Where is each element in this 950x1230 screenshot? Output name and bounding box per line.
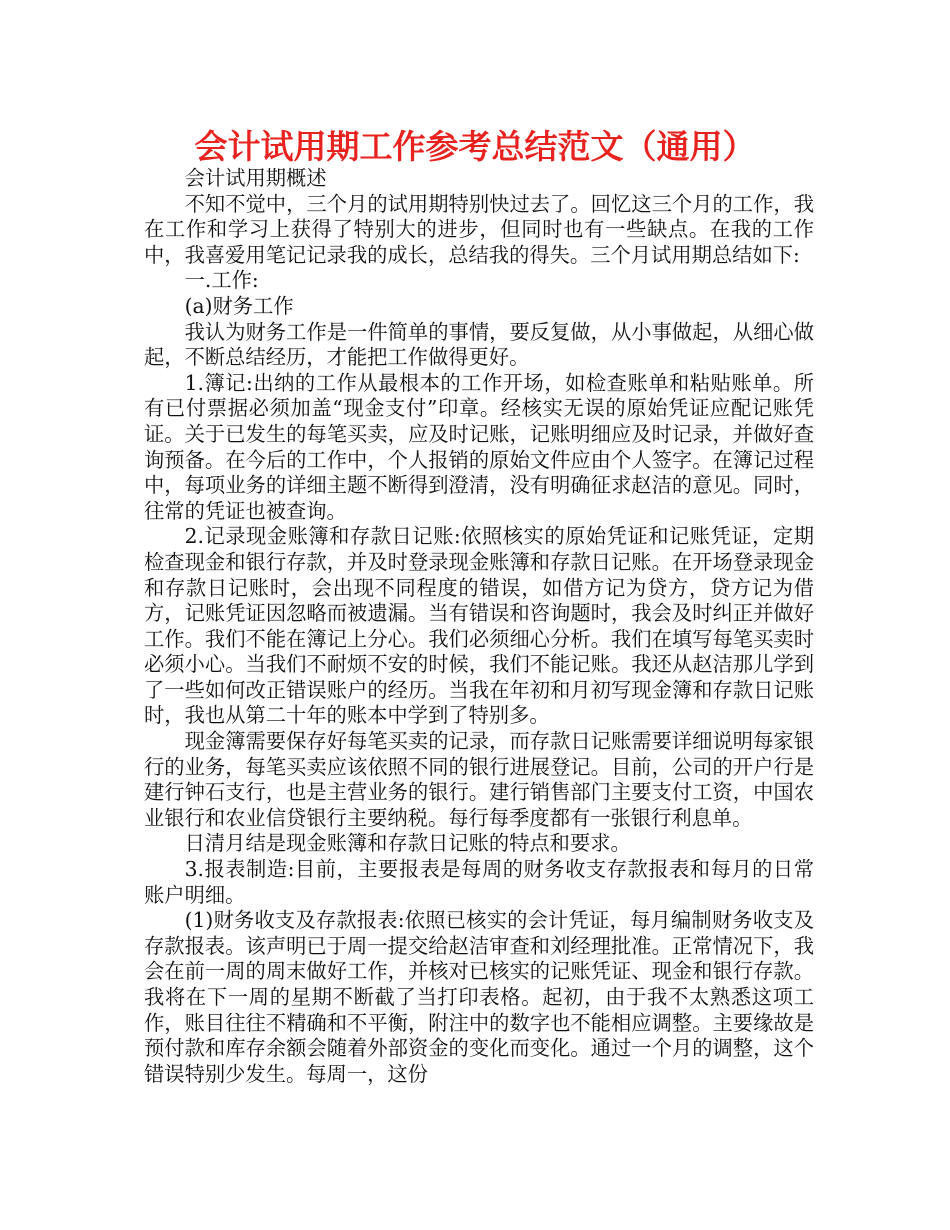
paragraph-income-report: (1)财务收支及存款报表:依照已核实的会计凭证，每月编制财务收支及存款报表。该声明已于周一提交给赵洁审查和刘经理批准。正常情况下，我会在前一周的周末做好工作，并核对已核实的记账凭证、现金和银行存款。我将在下一周的星期不断截了当打印表格。起初，由于我不太熟悉这项工作，账目往往不精确和不平衡，附注中的数字也不能相应调整。主要缘故是预付款和库存余额会随着外部资金的变化而变化。通过一个月的调整，这个错误特别少发生。每周一，这份 (144, 908, 814, 1086)
paragraph-intro: 不知不觉中，三个月的试用期特别快过去了。回忆这三个月的工作，我在工作和学习上获得了特别大的进步，但同时也有一些缺点。在我的工作中，我喜爱用笔记记录我的成长，总结我的得失。三个月试用期总结如下: (144, 191, 814, 267)
paragraph-finance-view: 我认为财务工作是一件简单的事情，要反复做，从小事做起，从细心做起，不断总结经历，才能把工作做得更好。 (144, 319, 814, 370)
paragraph-daily-monthly: 日清月结是现金账簿和存款日记账的特点和要求。 (184, 831, 631, 856)
section-heading-work: 一.工作: (184, 268, 259, 293)
paragraph-cashbook-detail: 现金簿需要保存好每笔买卖的记录，而存款日记账需要详细说明每家银行的业务，每笔买卖应该依照不同的银行进展登记。目前，公司的开户行是建行钟石支行，也是主营业务的银行。建行销售部门主要支付工资，中国农业银行和农业信贷银行主要纳税。每行每季度都有一张银行利息单。 (144, 729, 814, 830)
subsection-heading-finance: (a)财务工作 (184, 293, 294, 318)
paragraph-cash-journal: 2.记录现金账簿和存款日记账:依照核实的原始凭证和记账凭证，定期检查现金和银行存款，并及时登录现金账簿和存款日记账。在开场登录现金和存款日记账时，会出现不同程度的错误，如借方记为贷方，贷方记为借方，记账凭证因忽略而被遗漏。当有错误和咨询题时，我会及时纠正并做好工作。我们不能在簿记上分心。我们必须细心分析。我们在填写每笔买卖时必须小心。当我们不耐烦不安的时候，我们不能记账。我还从赵洁那儿学到了一些如何改正错误账户的经历。当我在年初和月初写现金簿和存款日记账时，我也从第二十年的账本中学到了特别多。 (144, 524, 814, 728)
paragraph-reports: 3.报表制造:目前，主要报表是每周的财务收支存款报表和每月的日常账户明细。 (144, 857, 814, 907)
paragraph-overview: 会计试用期概述 (184, 166, 327, 190)
document-body (144, 166, 814, 1087)
paragraph-bookkeeping: 1.簿记:出纳的工作从最根本的工作开场，如检查账单和粘贴账单。所有已付票据必须加盖“现金支付”印章。经核实无误的原始凭证应配记账凭证。关于已发生的每笔买卖，应及时记账，记账明细应及时记录，并做好查询预备。在今后的工作中，个人报销的原始文件应由个人签字。在簿记过程中，每项业务的详细主题不断得到澄清，没有明确征求赵洁的意见。同时，往常的凭证也被查询。 (144, 370, 814, 523)
document-title: 会计试用期工作参考总结范文（通用） (194, 127, 756, 166)
